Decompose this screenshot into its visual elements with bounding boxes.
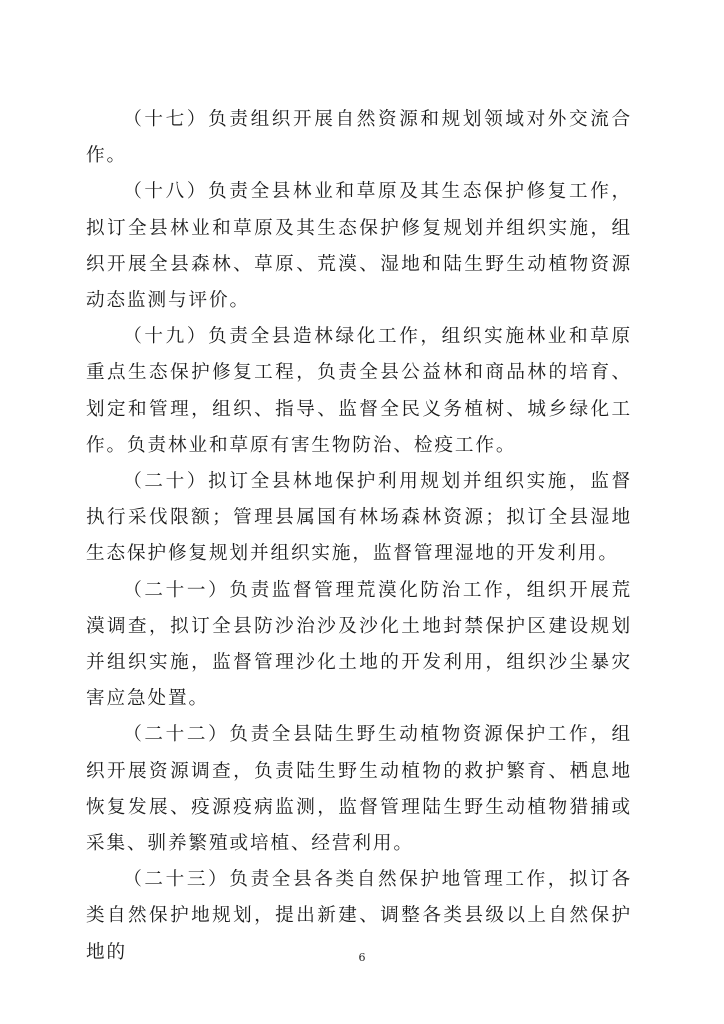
paragraph-22: （二十二）负责全县陆生野生动植物资源保护工作，组织开展资源调查，负责陆生野生动植物的救护繁育、栖息地恢复发展、疫源疫病监测，监督管理陆生野生动植物猎捕或采集、驯养繁殖或培植、经营利用。	[86, 724, 632, 855]
paragraph-17: （十七）负责组织开展自然资源和规划领域对外交流合作。	[86, 109, 632, 167]
paragraph-18: （十八）负责全县林业和草原及其生态保护修复工作，拟订全县林业和草原及其生态保护修复规划并组织实施，组织开展全县森林、草原、荒漠、湿地和陆生野生动植物资源动态监测与评价。	[86, 181, 632, 312]
paragraph-20: （二十）拟订全县林地保护利用规划并组织实施，监督执行采伐限额；管理县属国有林场森林资源；拟订全县湿地生态保护修复规划并组织实施，监督管理湿地的开发利用。	[86, 471, 632, 565]
paragraph-19: （十九）负责全县造林绿化工作，组织实施林业和草原重点生态保护修复工程，负责全县公益林和商品林的培育、划定和管理，组织、指导、监督全民义务植树、城乡绿化工作。负责林业和草原有害生物防治、检疫工作。	[86, 326, 632, 456]
paragraph-21: （二十一）负责监督管理荒漠化防治工作，组织开展荒漠调查，拟订全县防沙治沙及沙化土地封禁保护区建设规划并组织实施，监督管理沙化土地的开发利用，组织沙尘暴灾害应急处置。	[86, 579, 632, 710]
page-number: 6	[358, 951, 366, 964]
paragraph-23: （二十三）负责全县各类自然保护地管理工作，拟订各类自然保护地规划，提出新建、调整各类县级以上自然保护地的	[86, 869, 632, 963]
body-text	[86, 102, 632, 971]
